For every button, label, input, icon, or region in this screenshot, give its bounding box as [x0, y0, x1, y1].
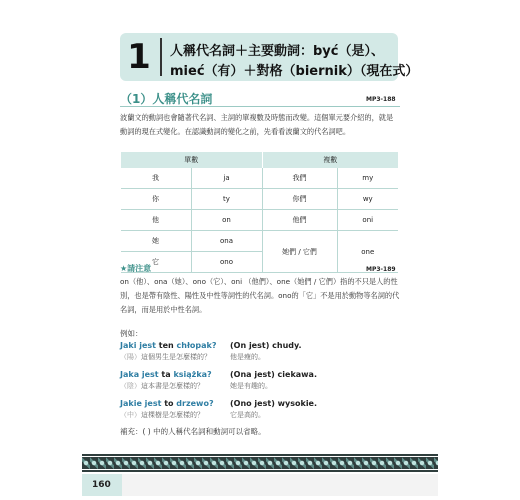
table-row [121, 189, 399, 210]
table-cell: ona [191, 231, 262, 252]
table-cell: 他們 [262, 210, 337, 231]
table-cell: one [337, 231, 398, 273]
note-paragraph: on（他）、ona（她）、ono（它）、oni （他們）、one（她們 / 它們）指的不只是人的性別，也是帶有陰性、陽性及中性等詞性的代名詞。ono的「它」不是用於動物等名詞的代名詞，而是用於中性名詞。 [120, 277, 400, 314]
heading-divider [160, 38, 162, 76]
table-cell: ono [191, 252, 262, 273]
note-title: ★請注意 [120, 264, 152, 273]
footer-border-top [82, 454, 438, 456]
demonstrative-pronoun: ta [161, 370, 171, 379]
table-cell: oni [337, 210, 398, 231]
gender-marker: （中） [120, 411, 141, 419]
table-cell: 他 [121, 210, 192, 231]
example-question [120, 370, 212, 379]
table-cell: 我 [121, 168, 192, 189]
question-start: Jaki jest [120, 341, 159, 350]
intro-paragraph: 波蘭文的動詞也會隨著代名詞、主詞的單複數及時態而改變。這個單元要介紹的，就是動詞的現在式變化。在認識動詞的變化之前，先看看波蘭文的代名詞吧。 [120, 113, 394, 136]
table-cell: 它 [121, 252, 192, 273]
chapter-title-line2: mieć（有）＋對格（biernik）（現在式） [170, 64, 419, 79]
footer-border-bottom [82, 470, 438, 472]
example-answer: (Ona jest) ciekawa. [230, 370, 317, 379]
answer-translation: 他是瘦的。 [230, 353, 265, 361]
gender-marker: （陽） [120, 353, 141, 361]
table-cell: ja [191, 168, 262, 189]
table-row [121, 210, 399, 231]
demonstrative-pronoun: ten [158, 341, 174, 350]
question-noun: drzewo? [173, 399, 214, 408]
footer-gray-band [122, 474, 438, 496]
question-start: Jakie jest [120, 399, 165, 408]
answer-translation: 她是有趣的。 [230, 382, 272, 390]
example-answer: (Ono jest) wysokie. [230, 399, 318, 408]
question-noun: książka? [170, 370, 212, 379]
chapter-number: 1 [127, 37, 151, 77]
audio-track-ref: MP3-188 [366, 96, 396, 103]
table-cell: 你 [121, 189, 192, 210]
table-row [121, 168, 399, 189]
section-underline [120, 106, 400, 107]
example-translation [120, 352, 211, 362]
footer-pattern-band [82, 457, 438, 469]
question-translation: 這本書是怎麼樣的？ [141, 382, 204, 390]
table-header-row [121, 152, 399, 168]
pronoun-table [120, 152, 398, 273]
example-translation [120, 410, 204, 420]
example-translation [120, 381, 204, 391]
table-cell: 我們 [262, 168, 337, 189]
header-singular: 單數 [121, 152, 263, 168]
section-title: （1）人稱代名詞 [120, 92, 213, 106]
table-cell: 她 [121, 231, 192, 252]
table-cell: wy [337, 189, 398, 210]
chapter-title-line1: 人稱代名詞＋主要動詞：być（是）、 [170, 44, 384, 59]
table-cell: ty [191, 189, 262, 210]
table-cell: on [191, 210, 262, 231]
demonstrative-pronoun: to [164, 399, 174, 408]
table-row [121, 231, 399, 252]
table-cell: 她們 / 它們 [262, 231, 337, 273]
example-label: 例如： [120, 329, 143, 338]
example-question [120, 341, 217, 350]
example-question [120, 399, 214, 408]
question-noun: chłopak? [173, 341, 217, 350]
question-translation: 這棵樹是怎麼樣的？ [141, 411, 204, 419]
table-cell: 你們 [262, 189, 337, 210]
question-start: Jaka jest [120, 370, 162, 379]
remark-note: 補充：( ) 中的人稱代名詞和動詞可以省略。 [120, 427, 266, 436]
question-translation: 這個男生是怎麼樣的？ [141, 353, 211, 361]
table-cell: my [337, 168, 398, 189]
audio-track-ref: MP3-189 [366, 266, 396, 273]
page-number: 160 [92, 480, 111, 490]
header-plural: 複數 [262, 152, 398, 168]
gender-marker: （陰） [120, 382, 141, 390]
example-answer: (On jest) chudy. [230, 341, 302, 350]
answer-translation: 它是高的。 [230, 411, 265, 419]
